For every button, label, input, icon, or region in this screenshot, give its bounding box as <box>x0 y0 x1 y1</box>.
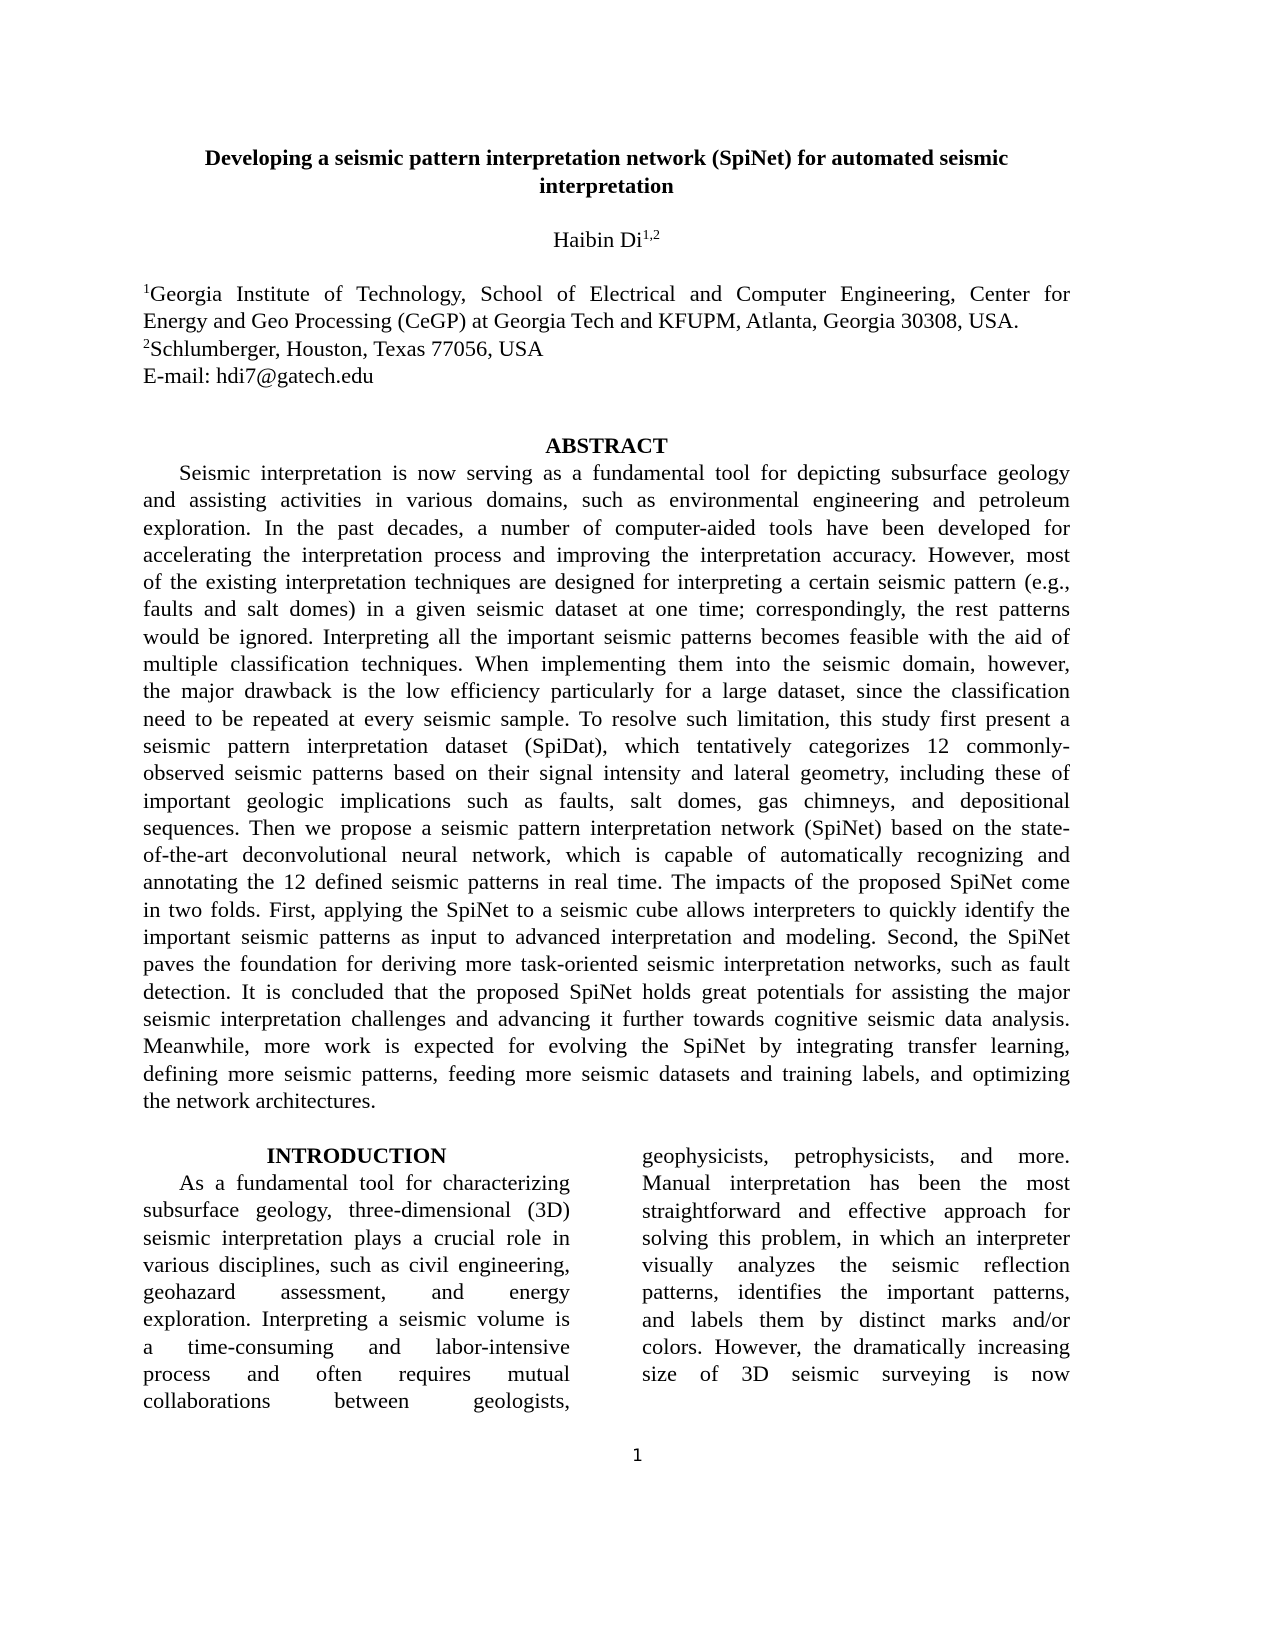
abstract-line: accelerating the interpretation process and improving the interpretation accuracy. However, most <box>143 541 1070 567</box>
title-line: Developing a seismic pattern interpretation network (SpiNet) for automated seismic <box>204 145 1009 170</box>
author-name: Haibin Di <box>553 227 643 252</box>
abstract-line: would be ignored. Interpreting all the important seismic patterns becomes feasible with the aid of <box>143 623 1070 649</box>
introduction-right-column <box>642 1142 1070 1388</box>
introduction-line: colors. However, the dramatically increasing <box>642 1334 1070 1360</box>
introduction-line: various disciplines, such as civil engineering, <box>143 1251 570 1277</box>
introduction-line: subsurface geology, three-dimensional (3D) <box>143 1197 570 1223</box>
introduction-line: As a fundamental tool for characterizing <box>179 1170 570 1195</box>
abstract-line: faults and salt domes) in a given seismic dataset at one time; correspondingly, the rest patterns <box>143 596 1070 622</box>
introduction-line: geohazard assessment, and energy <box>143 1279 570 1305</box>
abstract-line: of the existing interpretation techniques are designed for interpreting a certain seismic pattern (e.g., <box>143 569 1070 595</box>
affiliation-line <box>143 280 1070 307</box>
introduction-line: patterns, identifies the important patterns, <box>642 1279 1070 1305</box>
introduction-line: solving this problem, in which an interpreter <box>642 1224 1070 1250</box>
author <box>143 226 1070 254</box>
introduction-line: and labels them by distinct marks and/or <box>642 1306 1070 1332</box>
abstract-line: and assisting activities in various domains, such as environmental engineering and petroleum <box>143 487 1070 513</box>
affiliation-text: Georgia Institute of Technology, School of Electrical and Computer Engineering, Center for <box>150 281 1070 306</box>
abstract-line: important seismic patterns as input to advanced interpretation and modeling. Second, the SpiNet <box>143 924 1070 950</box>
introduction-line: process and often requires mutual <box>143 1361 570 1387</box>
title-line: interpretation <box>539 173 674 198</box>
paper-title <box>143 144 1070 200</box>
abstract-line: Meanwhile, more work is expected for evolving the SpiNet by integrating transfer learning, <box>143 1033 1070 1059</box>
introduction-line: exploration. Interpreting a seismic volume is <box>143 1306 570 1332</box>
abstract-line: in two folds. First, applying the SpiNet to a seismic cube allows interpreters to quickly identify the <box>143 896 1070 922</box>
introduction-line: geophysicists, petrophysicists, and more. <box>642 1143 1070 1168</box>
author-affiliation-marks: 1,2 <box>642 228 660 243</box>
affiliation-mark: 1 <box>143 282 150 297</box>
introduction-line: a time-consuming and labor-intensive <box>143 1333 570 1359</box>
abstract-line: detection. It is concluded that the proposed SpiNet holds great potentials for assisting the major <box>143 978 1070 1004</box>
abstract-line: need to be repeated at every seismic sample. To resolve such limitation, this study first present a <box>143 705 1070 731</box>
introduction-line: size of 3D seismic surveying is now <box>642 1361 1070 1387</box>
abstract-line: the network architectures. <box>143 1087 377 1113</box>
affiliation-line: Energy and Geo Processing (CeGP) at Georgia Tech and KFUPM, Atlanta, Georgia 30308, USA. <box>143 308 1020 334</box>
affiliation-text: Schlumberger, Houston, Texas 77056, USA <box>150 335 544 361</box>
affiliations <box>143 280 1070 389</box>
abstract-line: multiple classification techniques. When implementing them into the seismic domain, however, <box>143 651 1070 677</box>
abstract-line: of-the-art deconvolutional neural network, which is capable of automatically recognizing and <box>143 842 1070 868</box>
email: E-mail: hdi7@gatech.edu <box>143 362 374 388</box>
abstract-line: paves the foundation for deriving more task-oriented seismic interpretation networks, such as fault <box>143 951 1070 977</box>
abstract-line: Seismic interpretation is now serving as a fundamental tool for depicting subsurface geology <box>179 460 1070 485</box>
introduction-line: collaborations between geologists, <box>143 1388 570 1414</box>
introduction-line: Manual interpretation has been the most <box>642 1170 1070 1196</box>
introduction-line: seismic interpretation plays a crucial role in <box>143 1224 570 1250</box>
abstract-line: the major drawback is the low efficiency particularly for a large dataset, since the classification <box>143 678 1070 704</box>
affiliation-line <box>143 335 1070 362</box>
affiliation-mark: 2 <box>143 336 150 352</box>
abstract-line: sequences. Then we propose a seismic pattern interpretation network (SpiNet) based on the state- <box>143 814 1070 840</box>
introduction-line: straightforward and effective approach for <box>642 1197 1070 1223</box>
abstract-line: exploration. In the past decades, a number of computer-aided tools have been developed for <box>143 514 1070 540</box>
abstract-heading: ABSTRACT <box>545 433 668 458</box>
abstract-line: defining more seismic patterns, feeding more seismic datasets and training labels, and optimizing <box>143 1060 1070 1086</box>
abstract-line: seismic pattern interpretation dataset (SpiDat), which tentatively categorizes 12 commonly- <box>143 732 1070 758</box>
introduction-line: visually analyzes the seismic reflection <box>642 1252 1070 1278</box>
introduction-heading: INTRODUCTION <box>266 1143 447 1168</box>
abstract-body <box>143 459 1070 1114</box>
introduction-left-column <box>143 1169 570 1415</box>
page-number: 1 <box>632 1446 643 1466</box>
abstract-line: important geologic implications such as faults, salt domes, gas chimneys, and depositional <box>143 787 1070 813</box>
abstract-line: seismic interpretation challenges and advancing it further towards cognitive seismic data analysis. <box>143 1005 1070 1031</box>
abstract-line: annotating the 12 defined seismic patterns in real time. The impacts of the proposed SpiNet come <box>143 869 1070 895</box>
abstract-line: observed seismic patterns based on their signal intensity and lateral geometry, including these of <box>143 760 1070 786</box>
